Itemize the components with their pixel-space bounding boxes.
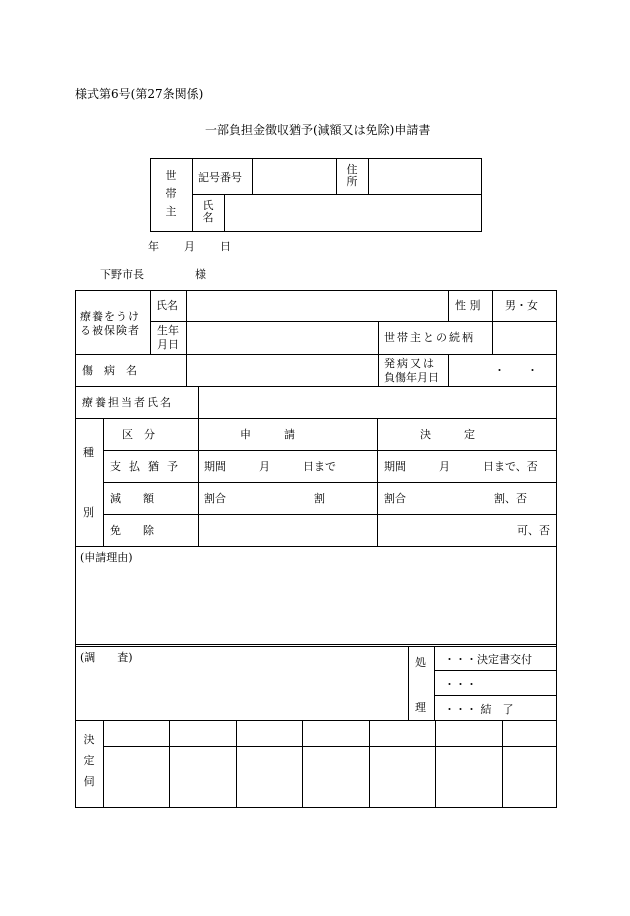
- address-label: 住 所: [346, 163, 358, 188]
- types-side-1: 種: [83, 446, 94, 459]
- kettei-header: 決 定: [420, 428, 475, 441]
- insured-label-1: 療養をうけ: [80, 310, 140, 323]
- addressee-mayor: 下野市長: [100, 268, 144, 281]
- onset-value: ・ ・: [494, 364, 538, 377]
- date-month: 月: [184, 240, 195, 253]
- household-name-label: 氏 名: [202, 199, 214, 224]
- birth-label-2: 月日: [157, 338, 179, 351]
- onset-label-2: 負傷年月日: [384, 371, 439, 384]
- household-head-label: 世 帯 主: [165, 169, 177, 218]
- form-number: 様式第6号(第27条関係): [75, 87, 204, 101]
- sex-label: 性 別: [455, 299, 481, 312]
- process-blank: ・・・: [444, 678, 477, 691]
- decision-side-label: 決 定 伺: [83, 733, 95, 788]
- birth-label-1: 生年: [157, 324, 179, 337]
- household-box: [150, 158, 482, 232]
- shinsei-header: 申 請: [240, 428, 295, 441]
- symbol-number-label: 記号番号: [198, 171, 242, 184]
- survey-label: (調 査): [80, 651, 133, 664]
- row-reduction-label: 減 額: [110, 492, 154, 505]
- sex-value: 男・女: [505, 299, 538, 312]
- row-reduction-apply: 割合 割: [204, 492, 325, 505]
- insured-label-2: る被保険者: [80, 324, 140, 337]
- reason-label: (申請理由): [80, 551, 133, 564]
- page-title: 一部負担金徴収猶予(減額又は免除)申請書: [205, 123, 431, 137]
- process-side-1: 処: [415, 656, 426, 669]
- date-year: 年: [148, 240, 159, 253]
- process-side-2: 理: [415, 701, 426, 714]
- row-payment-label: 支払猶予: [110, 460, 186, 473]
- addressee-honorific: 様: [195, 268, 206, 281]
- injury-label: 傷 病 名: [82, 364, 137, 377]
- row-payment-decide: 期間 月 日まで、否: [384, 460, 538, 473]
- main-form-table: [75, 290, 557, 808]
- relation-label: 世帯主との続柄: [384, 331, 475, 344]
- kubun-header: 区 分: [122, 428, 155, 441]
- process-complete: ・・・ 結 了: [444, 703, 514, 716]
- row-exemption-decide: 可、否: [517, 524, 550, 537]
- types-side-2: 別: [83, 506, 94, 519]
- insured-name-label: 氏名: [156, 299, 178, 312]
- onset-label-1: 発病又は: [384, 357, 436, 370]
- row-payment-apply: 期間 月 日まで: [204, 460, 336, 473]
- row-reduction-decide: 割合 割、否: [384, 492, 527, 505]
- process-delivery: ・・・決定書交付: [444, 653, 532, 666]
- row-exemption-label: 免 除: [110, 524, 154, 537]
- doctor-label: 療養担当者氏名: [82, 396, 173, 409]
- date-day: 日: [220, 240, 231, 253]
